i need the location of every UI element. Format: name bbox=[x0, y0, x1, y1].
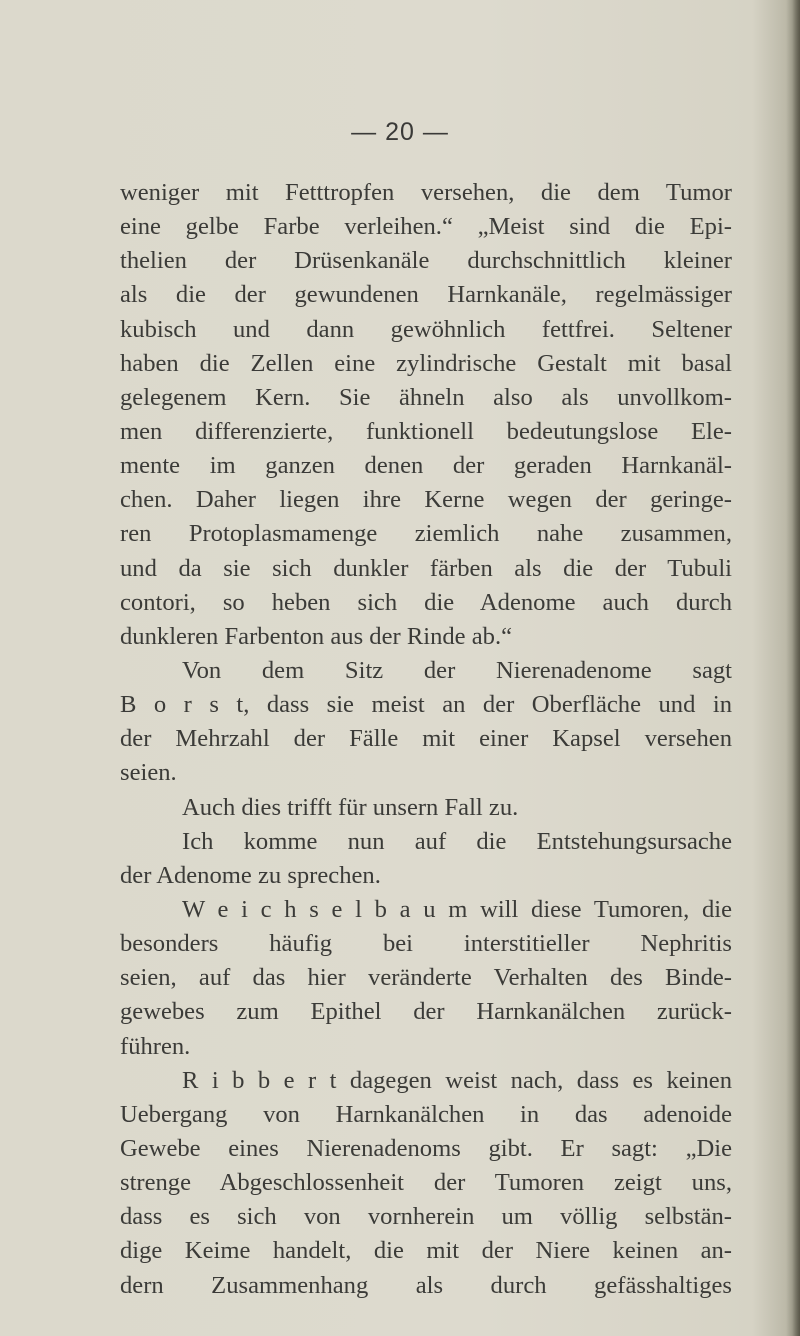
body-text bbox=[120, 176, 732, 1303]
text-line: seien, auf das hier veränderte Verhalten des Binde- bbox=[120, 964, 732, 992]
text-line: ren Protoplasmamenge ziemlich nahe zusammen, bbox=[120, 520, 732, 548]
text-line: strenge Abgeschlossenheit der Tumoren zeigt uns, bbox=[120, 1169, 732, 1197]
text-line: men differenzierte, funktionell bedeutungslose Ele- bbox=[120, 417, 732, 445]
text-line: B o r s t, dass sie meist an der Oberfläche und in bbox=[120, 691, 732, 719]
text-line: R i b b e r t dagegen weist nach, dass es keinen bbox=[182, 1066, 732, 1094]
text-line: W e i c h s e l b a u m will diese Tumoren, die bbox=[182, 895, 732, 923]
text-line: der Mehrzahl der Fälle mit einer Kapsel versehen bbox=[120, 725, 732, 753]
text-line: Ich komme nun auf die Entstehungsursache bbox=[182, 827, 732, 855]
page-edge-shadow bbox=[786, 0, 800, 1336]
text-line: gewebes zum Epithel der Harnkanälchen zurück- bbox=[120, 998, 732, 1026]
text-line: mente im ganzen denen der geraden Harnkanäl- bbox=[120, 452, 732, 480]
text-line: als die der gewundenen Harnkanäle, regelmässiger bbox=[120, 281, 732, 309]
text-line: eine gelbe Farbe verleihen.“ „Meist sind die Epi- bbox=[120, 213, 732, 241]
text-line: und da sie sich dunkler färben als die der Tubuli bbox=[120, 554, 732, 582]
page-number: — 20 — bbox=[351, 118, 449, 146]
text-line: dass es sich von vornherein um völlig selbstän- bbox=[120, 1203, 732, 1231]
text-line: contori, so heben sich die Adenome auch durch bbox=[120, 588, 732, 616]
text-line: kubisch und dann gewöhnlich fettfrei. Seltener bbox=[120, 315, 732, 343]
text-line: Von dem Sitz der Nierenadenome sagt bbox=[182, 656, 732, 684]
text-line: gelegenem Kern. Sie ähneln also als unvollkom- bbox=[120, 383, 732, 411]
text-line: Uebergang von Harnkanälchen in das adenoide bbox=[120, 1100, 732, 1128]
text-line: besonders häufig bei interstitieller Nephritis bbox=[120, 930, 732, 958]
text-line: chen. Daher liegen ihre Kerne wegen der geringe- bbox=[120, 486, 732, 514]
text-line: haben die Zellen eine zylindrische Gestalt mit basal bbox=[120, 349, 732, 377]
text-line: weniger mit Fetttropfen versehen, die dem Tumor bbox=[120, 179, 732, 206]
text-line: führen. bbox=[120, 1032, 191, 1060]
text-line: thelien der Drüsenkanäle durchschnittlich kleiner bbox=[120, 247, 732, 275]
text-line: der Adenome zu sprechen. bbox=[120, 861, 381, 889]
text-line: dern Zusammenhang als durch gefässhaltiges bbox=[120, 1271, 732, 1299]
text-line: dunkleren Farbenton aus der Rinde ab.“ bbox=[120, 622, 513, 650]
text-line: Auch dies trifft für unsern Fall zu. bbox=[182, 793, 519, 821]
text-line: dige Keime handelt, die mit der Niere keinen an- bbox=[120, 1237, 732, 1265]
text-line: Gewebe eines Nierenadenoms gibt. Er sagt: „Die bbox=[120, 1134, 732, 1162]
text-line: seien. bbox=[120, 759, 177, 787]
